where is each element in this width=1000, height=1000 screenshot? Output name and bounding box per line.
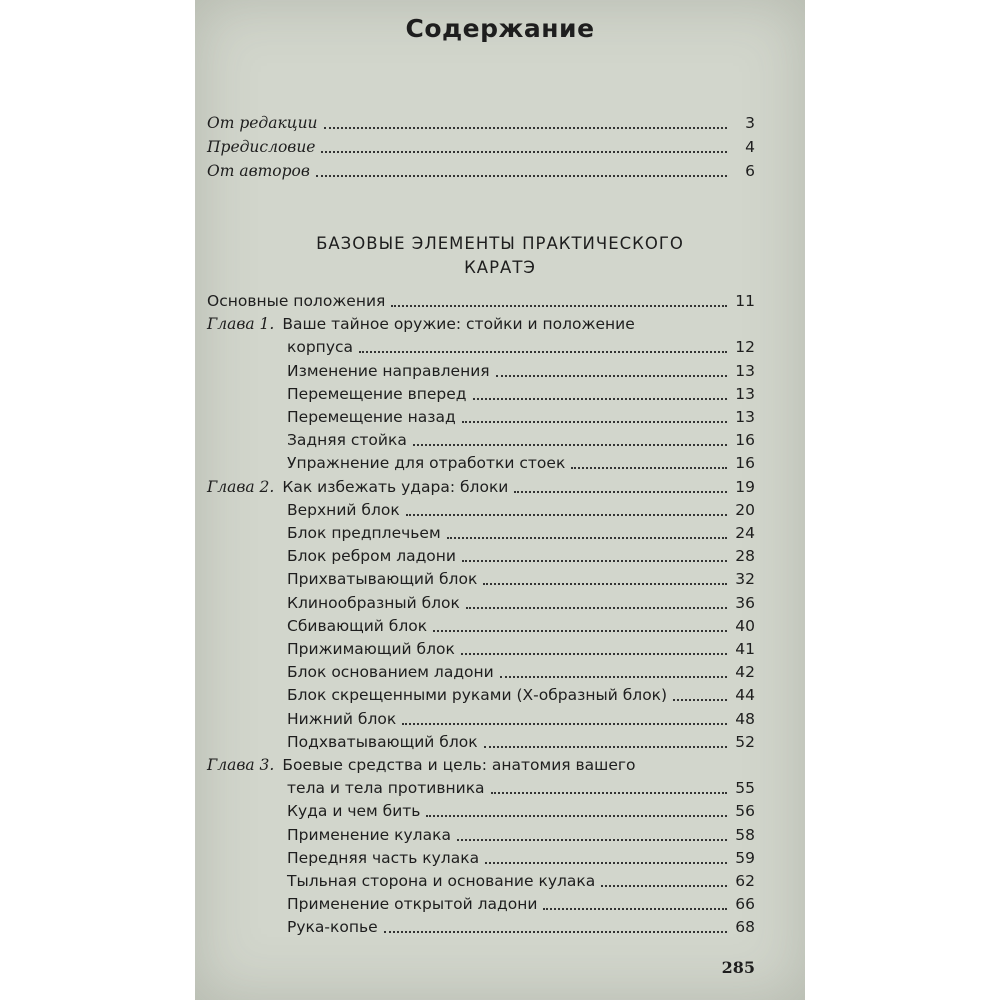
toc-item: [287, 638, 755, 661]
toc-entry-label: Прижимающий блок: [287, 640, 455, 658]
dot-leader: [324, 126, 727, 129]
toc-entry-label: Перемещение назад: [287, 408, 456, 426]
toc-entry-label: Изменение направления: [287, 362, 490, 380]
dot-leader: [462, 420, 727, 423]
toc-page-number: 32: [735, 570, 755, 588]
dot-leader: [491, 791, 727, 794]
dot-leader: [484, 745, 727, 748]
toc-entry-label: От редакции: [207, 114, 318, 132]
toc-item: [287, 522, 755, 545]
toc-entry-label: Рука-копье: [287, 918, 378, 936]
toc-page-number: 13: [735, 385, 755, 403]
toc-entry-label: корпуса: [287, 338, 354, 356]
toc-page-number: 58: [735, 826, 755, 844]
toc-page-number: 48: [735, 710, 755, 728]
toc-entry-label: Блок основанием ладони: [287, 663, 494, 681]
toc-page-number: 55: [735, 779, 755, 797]
dot-leader: [359, 350, 727, 353]
toc-entry-label: Ваше тайное оружие: стойки и положение: [282, 315, 635, 333]
toc-entry-label: Упражнение для отработки стоек: [287, 454, 566, 472]
toc-front-matter-item: [207, 160, 755, 183]
book-page: [195, 0, 805, 1000]
page-title: Содержание: [405, 14, 595, 43]
toc-front-matter-item: [207, 136, 755, 159]
toc-chapter: [207, 476, 755, 499]
toc-page-number: 24: [735, 524, 755, 542]
toc-page-number: 13: [735, 362, 755, 380]
toc-page-number: 36: [735, 594, 755, 612]
dot-leader: [483, 582, 727, 585]
toc-entry-label: Как избежать удара: блоки: [282, 478, 509, 496]
page-number: 285: [721, 958, 755, 977]
toc-entry-label: Блок ребром ладони: [287, 547, 457, 565]
dot-leader: [413, 443, 727, 446]
toc-entry-label: Подхватывающий блок: [287, 733, 478, 751]
toc-entry-label: Верхний блок: [287, 501, 400, 519]
chapter-label: Глава 3.: [207, 756, 275, 774]
toc-item: [287, 731, 755, 754]
toc-chapter: [287, 336, 755, 359]
toc-entry-label: Сбивающий блок: [287, 617, 428, 635]
toc-item: [287, 545, 755, 568]
toc-entry-label: Применение открытой ладони: [287, 895, 538, 913]
toc-item: [287, 870, 755, 893]
toc-item: [287, 708, 755, 731]
toc-item: [287, 916, 755, 939]
toc-entry-label: Прихватывающий блок: [287, 570, 478, 588]
dot-leader: [496, 374, 727, 377]
toc-item: [287, 592, 755, 615]
toc-item: [287, 406, 755, 429]
dot-leader: [402, 722, 727, 725]
toc-entry-label: Применение кулака: [287, 826, 451, 844]
toc-item: [287, 684, 755, 707]
toc-entry-label: Клинообразный блок: [287, 594, 460, 612]
dot-leader: [321, 150, 727, 153]
dot-leader: [462, 559, 727, 562]
toc-item: [287, 847, 755, 870]
dot-leader: [673, 698, 727, 701]
toc-page-number: 41: [735, 640, 755, 658]
toc-page-number: 20: [735, 501, 755, 519]
dot-leader: [473, 397, 728, 400]
dot-leader: [543, 907, 727, 910]
toc-item: [287, 615, 755, 638]
toc-item: [287, 452, 755, 475]
toc-chapter: [207, 313, 755, 336]
toc-item: [207, 290, 755, 313]
toc-entry-label: Задняя стойка: [287, 431, 407, 449]
dot-leader: [571, 466, 727, 469]
toc-page-number: 62: [735, 872, 755, 890]
table-of-contents: [195, 0, 805, 1000]
toc-page-number: 16: [735, 431, 755, 449]
toc-item: [287, 661, 755, 684]
dot-leader: [406, 513, 727, 516]
toc-entry-label: Блок скрещенными руками (Х-образный блок): [287, 686, 668, 704]
toc-item: [287, 429, 755, 452]
toc-page-number: 13: [735, 408, 755, 426]
toc-entry-label: От авторов: [207, 162, 310, 180]
dot-leader: [601, 884, 727, 887]
toc-entry-label: Передняя часть кулака: [287, 849, 480, 867]
toc-item: [287, 800, 755, 823]
toc-page-number: 28: [735, 547, 755, 565]
dot-leader: [514, 490, 727, 493]
toc-entry-label: Куда и чем бить: [287, 802, 421, 820]
dot-leader: [384, 930, 727, 933]
dot-leader: [500, 675, 727, 678]
toc-page-number: 44: [735, 686, 755, 704]
toc-item: [287, 893, 755, 916]
dot-leader: [426, 814, 727, 817]
toc-page-number: 6: [745, 162, 755, 180]
toc-page-number: 11: [735, 292, 755, 310]
toc-entry-label: Блок предплечьем: [287, 524, 441, 542]
toc-page-number: 4: [745, 138, 755, 156]
toc-entry-label: Тыльная сторона и основание кулака: [287, 872, 596, 890]
toc-page-number: 12: [735, 338, 755, 356]
chapter-label: Глава 1.: [207, 315, 275, 333]
toc-entry-label: Предисловие: [207, 138, 316, 156]
toc-page-number: 68: [735, 918, 755, 936]
chapter-label: Глава 2.: [207, 478, 275, 496]
toc-page-number: 16: [735, 454, 755, 472]
toc-item: [287, 568, 755, 591]
toc-page-number: 59: [735, 849, 755, 867]
dot-leader: [461, 652, 727, 655]
dot-leader: [447, 536, 727, 539]
toc-item: [287, 360, 755, 383]
dot-leader: [433, 629, 727, 632]
section-title: БАЗОВЫЕ ЭЛЕМЕНТЫ ПРАКТИЧЕСКОГО КАРАТЭ: [316, 234, 684, 277]
toc-item: [287, 499, 755, 522]
toc-chapter: [287, 777, 755, 800]
dot-leader: [391, 304, 727, 307]
dot-leader: [316, 174, 727, 177]
dot-leader: [457, 838, 727, 841]
toc-chapter: [207, 754, 755, 777]
dot-leader: [485, 861, 727, 864]
toc-item: [287, 824, 755, 847]
toc-page-number: 19: [735, 478, 755, 496]
toc-item: [287, 383, 755, 406]
toc-entry-label: Основные положения: [207, 292, 386, 310]
toc-entry-label: тела и тела противника: [287, 779, 485, 797]
toc-front-matter-item: [207, 112, 755, 135]
toc-page-number: 66: [735, 895, 755, 913]
toc-entry-label: Нижний блок: [287, 710, 397, 728]
toc-page-number: 56: [735, 802, 755, 820]
toc-page-number: 42: [735, 663, 755, 681]
toc-entry-label: Перемещение вперед: [287, 385, 467, 403]
toc-page-number: 52: [735, 733, 755, 751]
toc-entry-label: Боевые средства и цель: анатомия вашего: [282, 756, 636, 774]
dot-leader: [466, 606, 727, 609]
toc-page-number: 40: [735, 617, 755, 635]
toc-page-number: 3: [745, 114, 755, 132]
